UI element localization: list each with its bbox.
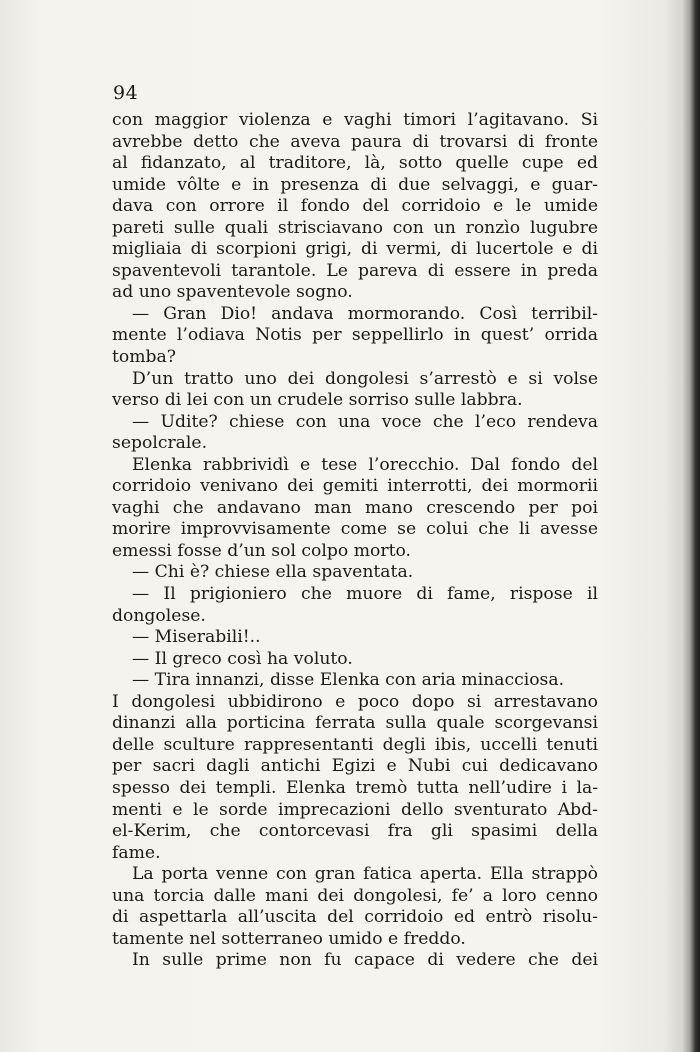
text-line: al fidanzato, al traditore, là, sotto quelle cupe ed	[112, 153, 598, 174]
text-line: — Il prigioniero che muore di fame, rispose il	[132, 584, 598, 605]
text-line: — Gran Dio! andava mormorando. Così terribil-	[132, 303, 598, 324]
text-line: spaventevoli tarantole. Le pareva di essere in preda	[112, 260, 598, 281]
text-line: fame.	[112, 842, 161, 863]
text-line: sepolcrale.	[112, 433, 208, 454]
text-line: menti e le sorde imprecazioni dello sventurato Abd-	[112, 799, 598, 820]
text-line: pareti sulle quali strisciavano con un ronzìo lugubre	[112, 217, 598, 238]
text-line: — Miserabili!..	[132, 627, 261, 648]
text-line: D’un tratto uno dei dongolesi s’arrestò e si volse	[132, 368, 598, 389]
text-line: ad uno spaventevole sogno.	[112, 282, 353, 303]
body-text	[112, 110, 598, 972]
text-line: tomba?	[112, 347, 177, 368]
text-line: mente l’odiava Notis per seppellirlo in quest’ orrida	[112, 325, 598, 346]
text-line: per sacri dagli antichi Egizi e Nubi cui dedicavano	[112, 756, 598, 777]
text-line: tamente nel sotterraneo umido e freddo.	[112, 928, 466, 949]
text-line: spesso dei templi. Elenka tremò tutta nell’udire i la-	[112, 777, 598, 798]
text-line: umide vôlte e in presenza di due selvaggi, e guar-	[112, 174, 598, 195]
text-line: dinanzi alla porticina ferrata sulla quale scorgevansi	[112, 713, 598, 734]
text-line: Elenka rabbrividì e tese l’orecchio. Dal fondo del	[132, 454, 598, 475]
text-line: — Udite? chiese con una voce che l’eco rendeva	[132, 411, 598, 432]
text-line: dongolese.	[112, 605, 206, 626]
text-line: — Il greco così ha voluto.	[132, 648, 353, 669]
text-line: migliaia di scorpioni grigi, di vermi, di lucertole e di	[112, 239, 598, 260]
text-line: corridoio venivano dei gemiti interrotti, dei mormorii	[112, 476, 598, 497]
page-edge-shadow	[682, 0, 700, 1052]
text-line: In sulle prime non fu capace di vedere che dei	[132, 950, 598, 971]
text-line: I dongolesi ubbidirono e poco dopo si arrestavano	[112, 691, 598, 712]
text-line: morire improvvisamente come se colui che li avesse	[112, 519, 598, 540]
text-line: vaghi che andavano man mano crescendo per poi	[112, 497, 598, 518]
text-line: verso di lei con un crudele sorriso sulle labbra.	[112, 390, 523, 411]
text-line: — Tira innanzi, disse Elenka con aria minacciosa.	[132, 670, 565, 691]
text-line: di aspettarla all’uscita del corridoio ed entrò risolu-	[112, 907, 598, 928]
text-line: con maggior violenza e vaghi timori l’agitavano. Si	[112, 110, 598, 130]
text-line: dava con orrore il fondo del corridoio e le umide	[112, 196, 598, 217]
text-line: — Chi è? chiese ella spaventata.	[132, 562, 414, 583]
text-line: emessi fosse d’un sol colpo morto.	[112, 540, 411, 561]
text-line: La porta venne con gran fatica aperta. Ella strappò	[132, 864, 598, 885]
text-line: delle sculture rappresentanti degli ibis, uccelli tenuti	[112, 734, 598, 755]
text-line: una torcia dalle mani dei dongolesi, fe’ a loro cenno	[112, 885, 598, 906]
page-number: 94	[113, 82, 139, 104]
text-line: avrebbe detto che aveva paura di trovarsi di fronte	[112, 131, 598, 152]
text-line: el-Kerim, che contorcevasi fra gli spasimi della	[112, 821, 598, 842]
